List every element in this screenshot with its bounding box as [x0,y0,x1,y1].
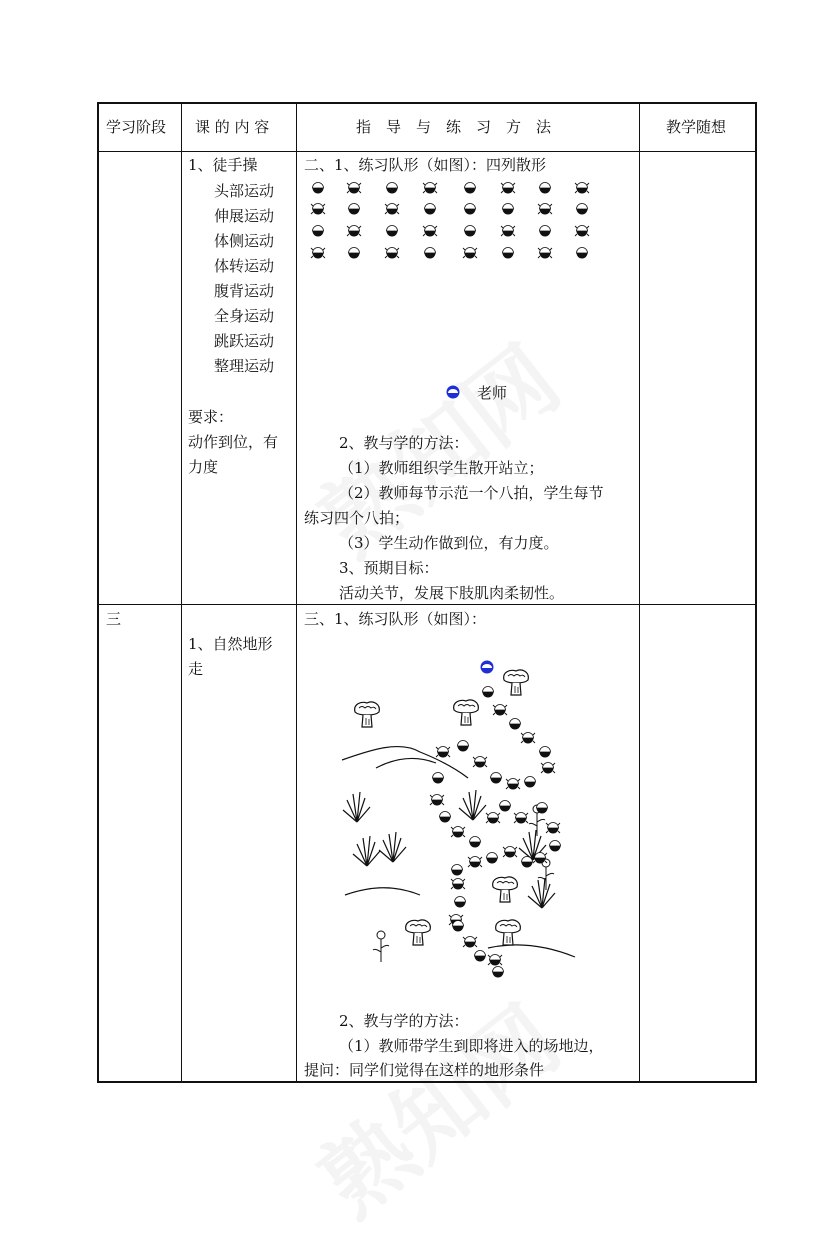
requirement-label: 要求： [188,408,234,426]
goal-text: 活动关节，发展下肢肌肉柔韧性。 [339,584,565,602]
walking-line-students [430,687,561,978]
tree-icon [355,702,380,727]
grass-icon [379,832,406,862]
header-method: 指 导 与 练 习 方 法 [356,118,552,136]
exercise-item: 腹背运动 [214,282,275,300]
requirement-text: 力度 [188,458,219,476]
grass-icon [459,790,486,820]
tree-icon [504,670,529,695]
exercise-item: 全身运动 [214,307,275,325]
grass-icon [343,792,370,822]
method-step: （3）学生动作做到位，有力度。 [339,534,559,552]
exercise-item: 跳跃运动 [214,332,275,350]
method-step: 提问：同学们觉得在这样的地形条件 [304,1061,545,1079]
method-step: （1）教师组织学生散开站立； [339,459,544,477]
method-step: （2）教师每节示范一个八拍，学生每节 [339,484,604,502]
formation-title: 三、1、练习队形（如图）： [304,610,487,628]
teacher-label: 老师 [477,384,508,402]
method-step: 练习四个八拍； [304,509,410,527]
tree-icon [454,700,479,725]
teacher-marker [447,386,460,399]
goal-title: 3、预期目标： [339,559,439,577]
method-title: 2、教与学的方法： [339,1012,469,1030]
content-title: 1、徒手操 [188,156,258,174]
header-notes: 教学随想 [666,118,727,136]
grass-icon [353,836,380,866]
exercise-item: 体转运动 [214,257,275,275]
flower-icon [373,931,389,962]
header-content: 课 的 内 容 [195,118,270,136]
tree-icon [406,920,431,945]
teacher-marker [481,661,494,674]
requirement-text: 动作到位，有 [188,433,279,451]
content-title: 走 [188,660,204,678]
grass-icon [528,878,555,908]
exercise-item: 整理运动 [214,357,275,375]
method-step: （1）教师带学生到即将进入的场地边， [339,1037,604,1055]
tree-icon [496,920,521,945]
stage-number: 三 [106,610,122,628]
flower-icon [538,859,554,890]
exercise-item: 头部运动 [214,182,275,200]
content-title: 1、自然地形 [188,635,273,653]
exercise-item: 伸展运动 [214,207,275,225]
header-stage: 学习阶段 [106,118,167,136]
tree-icon [493,877,518,902]
exercise-item: 体侧运动 [214,232,275,250]
method-title: 2、教与学的方法： [339,434,469,452]
scatter-formation [311,183,589,259]
formation-title: 二、1、练习队形（如图）：四列散形 [304,156,547,174]
